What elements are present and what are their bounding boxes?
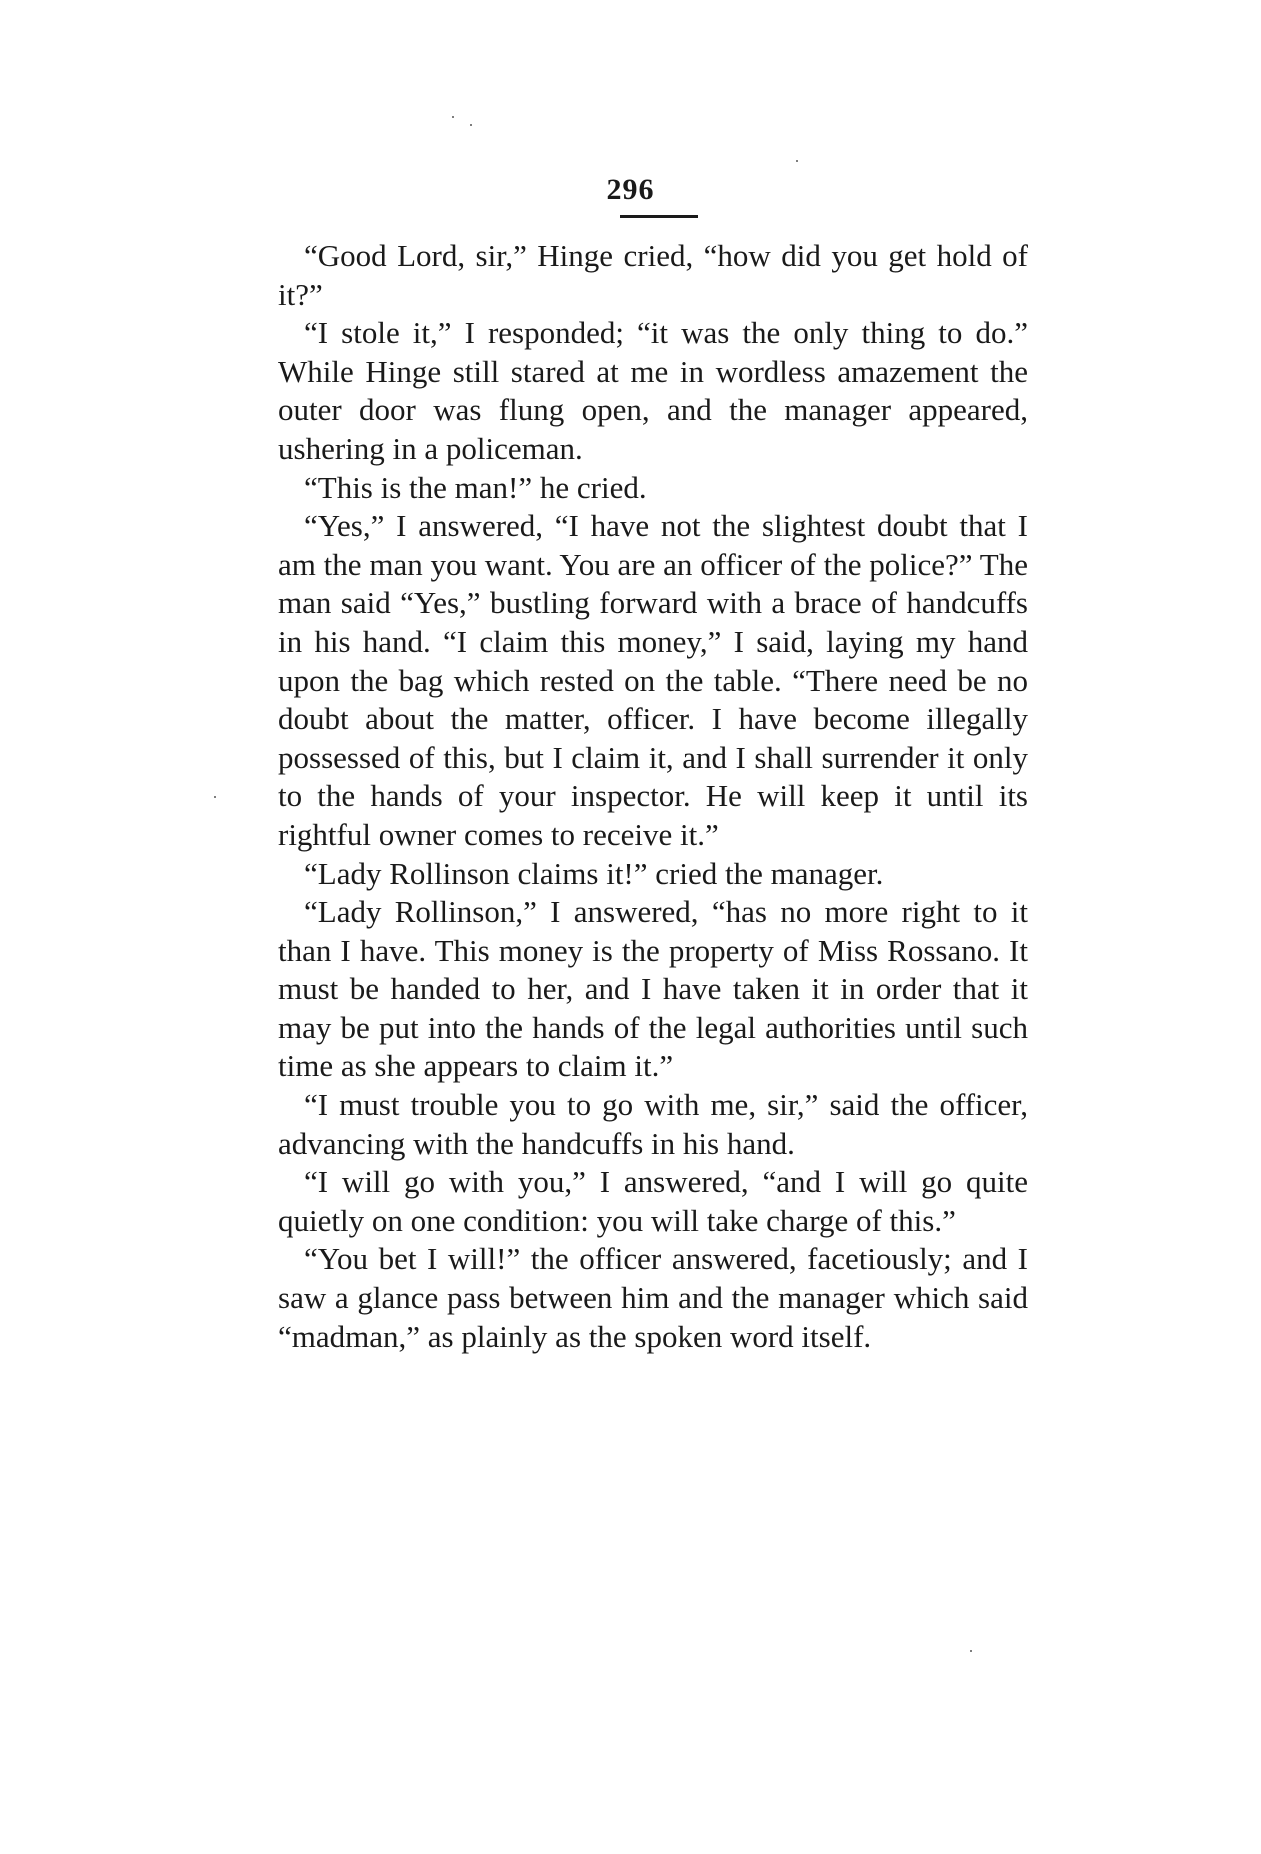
paragraph: “This is the man!” he cried. [304,469,647,505]
paper-speck [214,796,216,798]
paragraph: “Lady Rollinson,” I answered, “has no more right to it than I have. This money is the property of Miss Rossano. It must be handed to her, and I have taken it in order that it may be put into the hands of the legal authorities until such time as she appears to claim it.” [278,894,1028,1084]
paper-speck [970,1650,972,1652]
page-number: 296 [606,173,655,206]
paragraph: “I will go with you,” I answered, “and I will go quite quietly on one condition: you will take charge of this.” [278,1164,1028,1238]
paragraph: “Yes,” I answered, “I have not the slightest doubt that I am the man you want. You are an officer of the police?” The man said “Yes,” bustling forward with a brace of handcuffs in his hand. “I claim this money,” I said, laying my hand upon the bag which rested on the table. “There need be no doubt about the matter, officer. I have become illegally possessed of this, but I claim it, and I shall surrender it only to the hands of your inspector. He will keep it until its rightful owner comes to receive it.” [278,508,1028,852]
paragraph: “Good Lord, sir,” Hinge cried, “how did you get hold of it?” [278,238,1028,312]
paragraph: “I must trouble you to go with me, sir,” said the officer, advancing with the handcuffs in his hand. [278,1087,1028,1161]
paragraph: “Lady Rollinson claims it!” cried the manager. [304,855,884,891]
page-body-text [278,237,1028,1356]
page-number-rule [620,215,698,218]
paper-speck [796,160,798,162]
paper-speck [470,124,472,126]
paper-speck [452,116,454,118]
paragraph: “I stole it,” I responded; “it was the only thing to do.” While Hinge still stared at me in wordless amazement the outer door was flung open, and the manager appeared, ushering in a policeman. [278,315,1028,466]
paragraph: “You bet I will!” the officer answered, facetiously; and I saw a glance pass between him and the manager which said “madman,” as plainly as the spoken word itself. [278,1241,1028,1354]
